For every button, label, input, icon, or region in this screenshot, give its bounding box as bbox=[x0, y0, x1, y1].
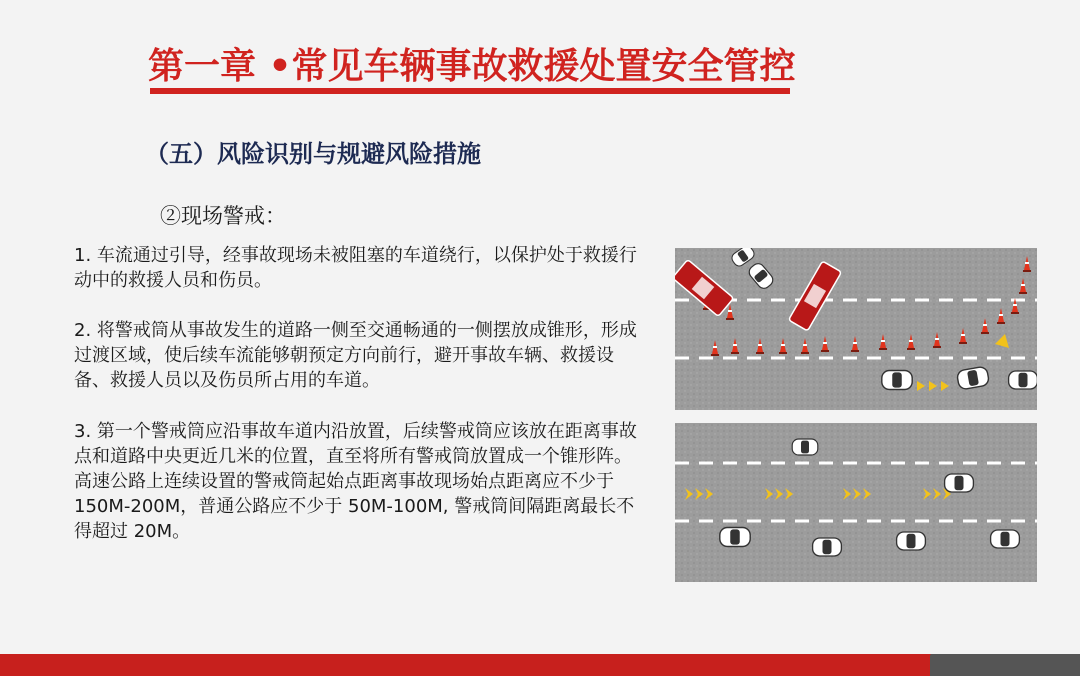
road-diagram-cone-taper bbox=[675, 248, 1037, 410]
title-underline bbox=[150, 88, 790, 94]
slide-title: 第一章 •常见车辆事故救援处置安全管控 bbox=[148, 46, 796, 87]
paragraph-2: 2. 将警戒筒从事故发生的道路一侧至交通畅通的一侧摆放成锥形，形成过渡区域，使后续车流能够朝预定方向前行，避开事故车辆、救援设备、救援人员以及伤员所占用的车道。 bbox=[74, 320, 637, 391]
footer-accent bbox=[930, 654, 1080, 676]
road-illustration bbox=[675, 248, 1037, 582]
paragraph-1: 1. 车流通过引导，经事故现场未被阻塞的车道绕行，以保护处于救援行动中的救援人员和伤员。 bbox=[74, 245, 637, 291]
section-subtitle: （五）风险识别与规避风险措施 bbox=[145, 140, 481, 168]
road-diagram-traffic-flow bbox=[675, 423, 1037, 582]
footer-slant bbox=[915, 654, 931, 676]
section-heading: ②现场警戒： bbox=[160, 204, 286, 228]
footer-bar bbox=[0, 654, 930, 676]
paragraph-3: 3. 第一个警戒筒应沿事故车道内沿放置，后续警戒筒应该放在距离事故点和道路中央更近几米的位置，直至将所有警戒筒放置成一个锥形阵。高速公路上连续设置的警戒筒起始点距离事故现场始点距离应不少于 150M-200M，普通公路应不少于 50M-100M, 警戒筒间隔距离最长不得超过 20M。 bbox=[74, 421, 637, 542]
